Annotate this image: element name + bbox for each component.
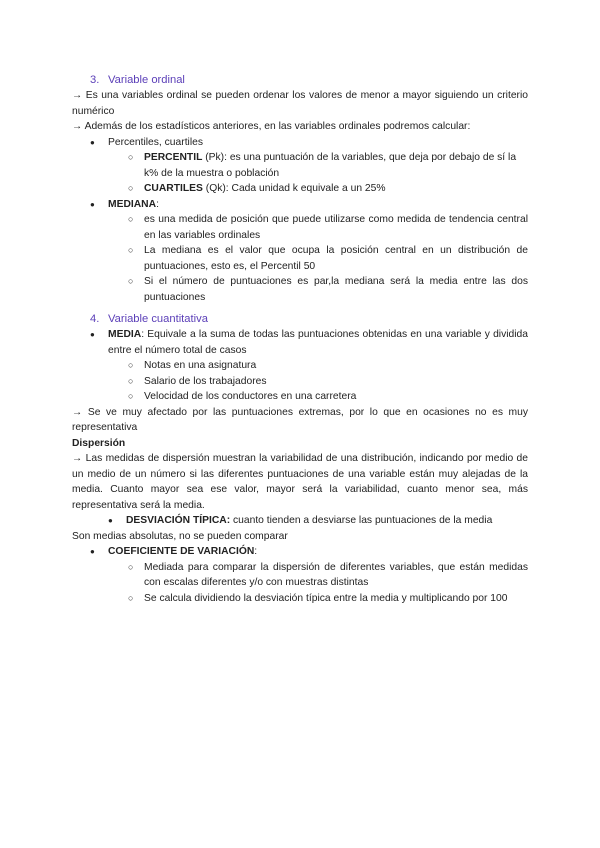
circle-bullet-icon: ○ — [128, 276, 134, 286]
section-number: 3. — [90, 74, 100, 86]
list-item-text: Notas en una asignatura — [144, 360, 257, 371]
document-page — [72, 72, 528, 606]
circle-bullet-icon: ○ — [128, 391, 134, 401]
circle-bullet-icon: ○ — [128, 561, 134, 572]
list-item — [72, 513, 528, 529]
term-label: DESVIACIÓN TÍPICA: — [126, 515, 231, 526]
bullet-icon: ● — [90, 547, 95, 556]
bullet-icon: ● — [90, 199, 95, 209]
list-item-text: Se calcula dividiendo la desviación típica entre la media y multiplicando por 100 — [144, 592, 508, 604]
bullet-icon: ● — [90, 137, 95, 147]
circle-bullet-icon: ○ — [128, 360, 134, 370]
section-4-heading — [90, 311, 528, 327]
term-text: : — [156, 198, 159, 210]
sub-list-item — [72, 374, 528, 390]
circle-bullet-icon: ○ — [128, 152, 134, 162]
sub-list-item — [72, 274, 528, 305]
subheading-text: Dispersión — [72, 437, 126, 449]
term-text: : Equivale a la suma de todas las puntuaciones obtenidas en una variable y dividida entre el número total de casos — [108, 329, 528, 356]
sub-list-item — [72, 150, 528, 181]
bullet-icon: ● — [90, 330, 95, 339]
term-text: (Qk): Cada unidad k equivale a un 25% — [202, 183, 386, 194]
term-label: PERCENTIL — [144, 152, 203, 163]
sub-list-item — [72, 560, 528, 591]
paragraph: → Las medidas de dispersión muestran la variabilidad de una distribución, indicando por medio de un medio de un número si las diferentes puntuaciones de una variable están muy alejadas de la media. Cuanto mayor sea ese valor, mayor será la variabilidad, cuanto menor sea, más representativa será la media. — [72, 453, 528, 511]
list-item-text: Salario de los trabajadores — [144, 375, 267, 387]
list-item — [72, 135, 528, 151]
list-item-text: Mediada para comparar la dispersión de diferentes variables, que están medidas con escalas diferentes y/o con muestras distintas — [144, 561, 528, 588]
term-label: COEFICIENTE DE VARIACIÓN — [108, 546, 255, 557]
sub-list-item — [72, 389, 528, 405]
circle-bullet-icon: ○ — [128, 375, 134, 386]
circle-bullet-icon: ○ — [128, 245, 134, 255]
subheading — [72, 436, 528, 452]
term-text: cuanto tienden a desviarse las puntuaciones de la media — [230, 515, 493, 526]
section-3-heading — [90, 72, 528, 88]
paragraph: Son medias absolutas, no se pueden comparar — [72, 530, 288, 542]
list-item — [72, 197, 528, 213]
bullet-list — [72, 513, 528, 529]
term-label: MEDIA — [108, 329, 142, 340]
section-number: 4. — [90, 313, 100, 325]
sub-list-item — [72, 358, 528, 374]
list-item — [72, 327, 528, 358]
list-item-text: Si el número de puntuaciones es par,la mediana será la media entre las dos puntuaciones — [144, 276, 528, 303]
circle-bullet-icon: ○ — [128, 183, 134, 193]
bullet-list — [72, 544, 528, 606]
circle-bullet-icon: ○ — [128, 592, 134, 603]
sub-list-item — [72, 212, 528, 243]
sub-list-item — [72, 591, 528, 607]
list-item-text: Velocidad de los conductores en una carretera — [144, 391, 357, 402]
sub-list-item — [72, 181, 528, 197]
term-text: (Pk): es una puntuación de la variables, que deja por debajo de sí la k% de la muestra o población — [144, 152, 517, 179]
bullet-icon: ● — [108, 516, 113, 525]
list-item — [72, 544, 528, 560]
term-text: : — [254, 546, 258, 557]
term-label: CUARTILES — [144, 183, 203, 194]
paragraph: → Además de los estadísticos anteriores, en las variables ordinales podremos calcular: — [72, 121, 471, 132]
paragraph: → Se ve muy afectado por las puntuaciones extremas, por lo que en ocasiones no es muy representativa — [72, 406, 528, 433]
section-title: Variable cuantitativa — [108, 313, 208, 325]
list-item-text: La mediana es el valor que ocupa la posición central en un distribución de puntuaciones, esto es, el Percentil 50 — [144, 245, 528, 272]
list-item-text: Percentiles, cuartiles — [108, 136, 203, 148]
sub-list-item — [72, 243, 528, 274]
list-item-text: es una medida de posición que puede utilizarse como medida de tendencia central en las variables ordinales — [144, 214, 528, 241]
circle-bullet-icon: ○ — [128, 214, 134, 224]
bullet-list — [72, 135, 528, 306]
bullet-list — [72, 327, 528, 405]
term-label: MEDIANA — [108, 198, 157, 210]
paragraph: → Es una variables ordinal se pueden ordenar los valores de menor a mayor siguiendo un criterio numérico — [72, 90, 528, 117]
section-title: Variable ordinal — [108, 74, 185, 86]
